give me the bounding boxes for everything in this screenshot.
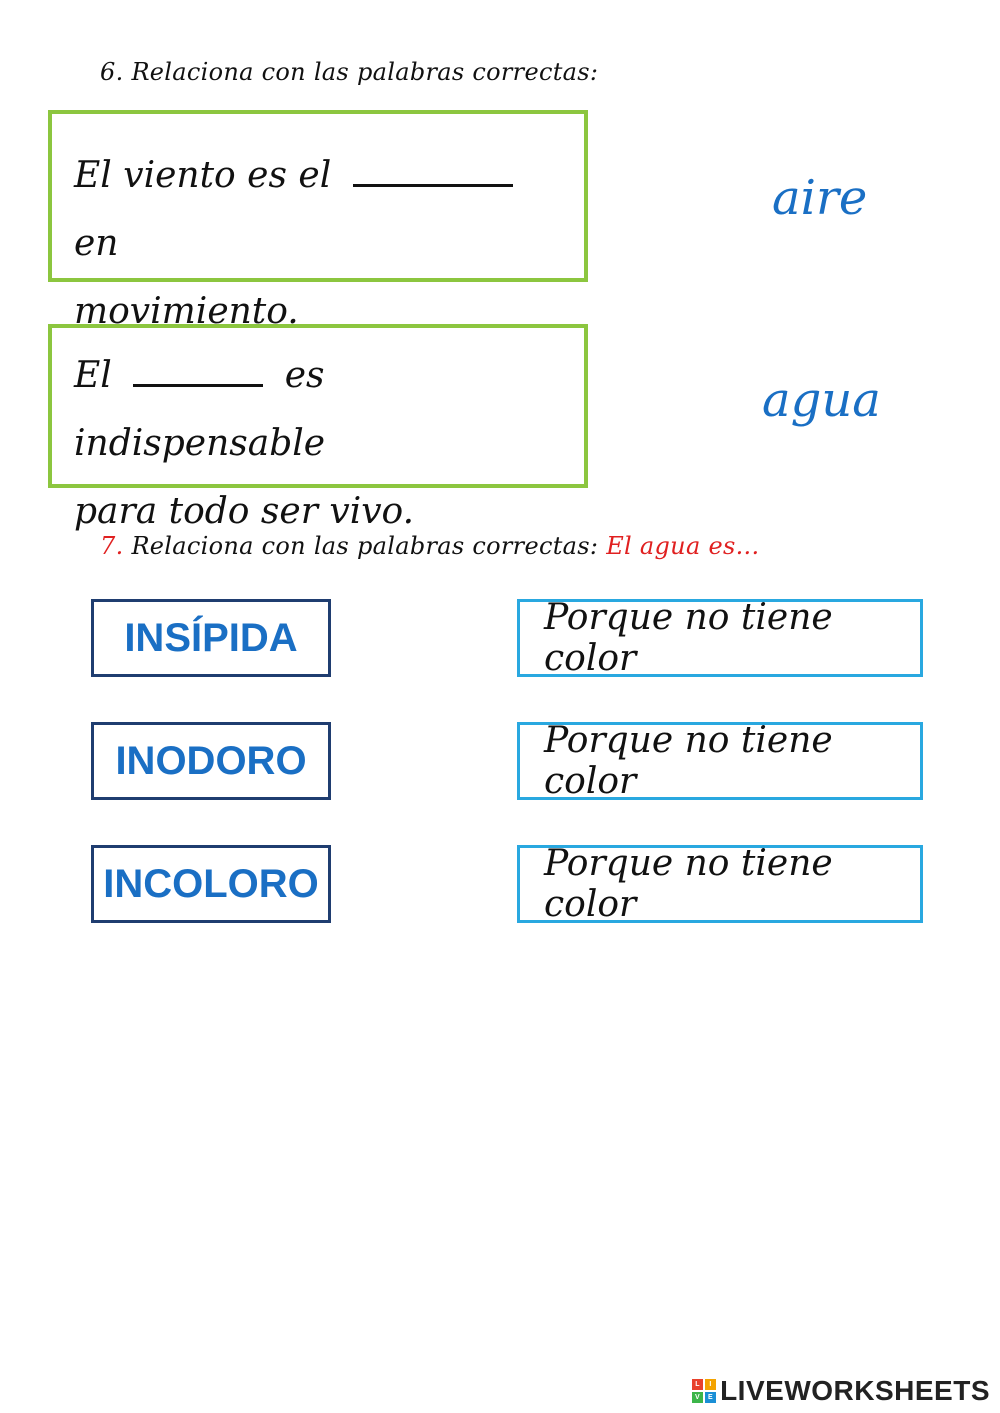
term-incoloro[interactable]: INCOLORO xyxy=(91,845,331,923)
word-option-agua[interactable]: agua xyxy=(762,372,881,428)
sentence-1-line2: movimiento. xyxy=(74,291,299,332)
exercise-6-number: 6. xyxy=(100,58,124,86)
definition-3[interactable]: Porque no tiene color xyxy=(517,845,923,923)
logo-letter-e: E xyxy=(705,1392,716,1403)
logo-letter-i: I xyxy=(705,1379,716,1390)
sentence-box-2 xyxy=(48,324,588,532)
sentence-1-part1: El viento es el xyxy=(74,155,332,196)
logo-letter-l: L xyxy=(692,1379,703,1390)
sentence-1-part2: en xyxy=(74,223,119,264)
liveworksheets-logo xyxy=(692,1375,990,1407)
definition-2[interactable]: Porque no tiene color xyxy=(517,722,923,800)
exercise-6-instruction: Relaciona con las palabras correctas: xyxy=(131,58,599,86)
sentence-2-blank[interactable] xyxy=(133,350,263,387)
exercise-7-highlight: El agua es... xyxy=(606,532,760,560)
exercise-6-heading xyxy=(100,58,598,86)
sentence-1-blank[interactable] xyxy=(353,150,513,187)
exercise-7-heading xyxy=(100,532,759,560)
term-inodoro[interactable]: INODORO xyxy=(91,722,331,800)
liveworksheets-logo-icon xyxy=(692,1379,716,1403)
brand-name: LIVEWORKSHEETS xyxy=(720,1375,990,1406)
sentence-2-line2: para todo ser vivo. xyxy=(74,491,415,532)
exercise-7-number: 7. xyxy=(100,532,124,560)
sentence-2-part1: El xyxy=(74,355,112,396)
term-insipida[interactable]: INSÍPIDA xyxy=(91,599,331,677)
logo-letter-v: V xyxy=(692,1392,703,1403)
sentence-2-part2: es indispensable xyxy=(74,355,326,464)
sentence-box-1 xyxy=(48,110,588,332)
word-option-aire[interactable]: aire xyxy=(772,170,868,226)
definition-1[interactable]: Porque no tiene color xyxy=(517,599,923,677)
exercise-7-instruction: Relaciona con las palabras correctas: xyxy=(131,532,599,560)
